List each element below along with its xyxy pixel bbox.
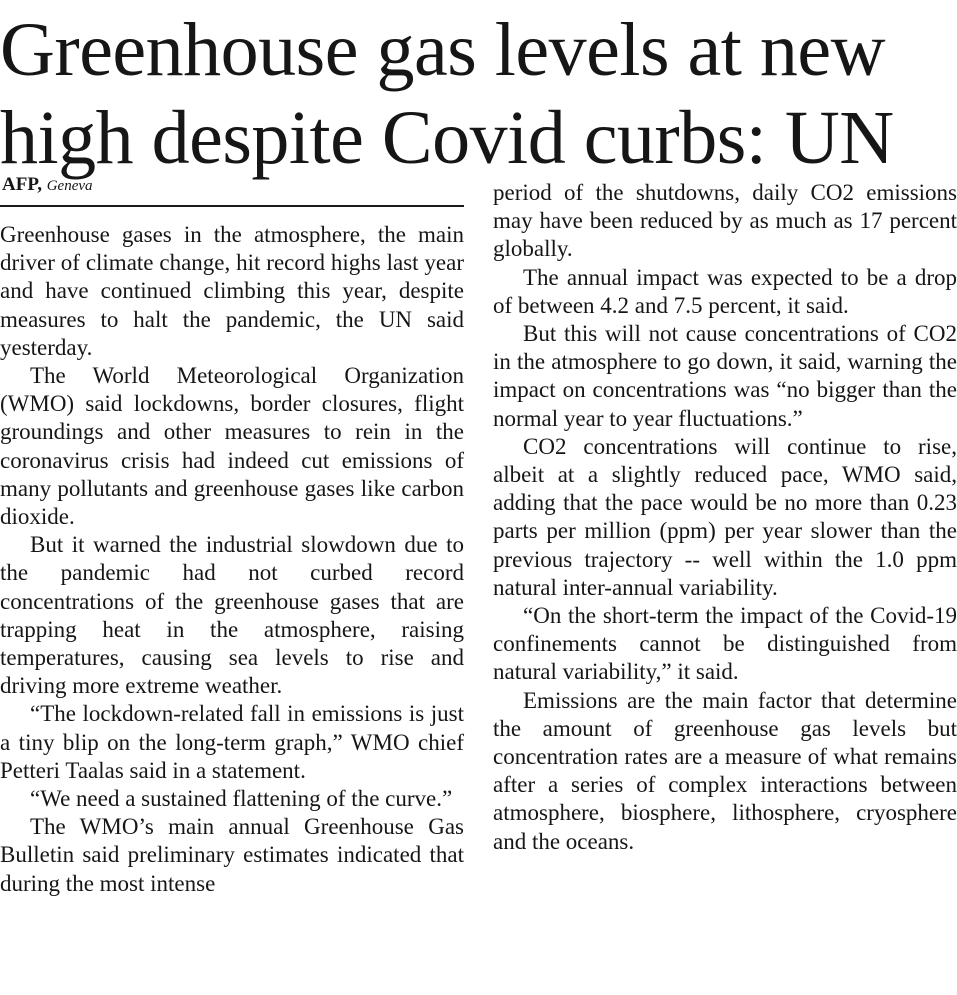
- paragraph: The World Meteorological Organization (WMO) said lockdowns, border closures, flight groundings and other measures to rein in the coronavirus crisis had indeed cut emissions of many pollutants and greenhouse gases like carbon dioxide.: [0, 363, 464, 530]
- paragraph: But this will not cause concentrations of CO2 in the atmosphere to go down, it said, warning the impact on concentrations was “no bigger than the normal year to year fluctuations.”: [493, 321, 957, 431]
- paragraph: The WMO’s main annual Greenhouse Gas Bulletin said preliminary estimates indicated that during the most intense: [0, 814, 464, 896]
- paragraph: period of the shutdowns, daily CO2 emissions may have been reduced by as much as 17 percent globally.: [493, 180, 957, 262]
- byline: [2, 174, 93, 197]
- paragraph: “On the short-term the impact of the Covid-19 confinements cannot be distinguished from natural variability,” it said.: [493, 603, 957, 685]
- paragraph: CO2 concentrations will continue to rise, albeit at a slightly reduced pace, WMO said, adding that the pace would be no more than 0.23 parts per million (ppm) per year slower than the previous trajectory -- well within the 1.0 ppm natural inter-annual variability.: [493, 433, 957, 600]
- paragraph: The annual impact was expected to be a drop of between 4.2 and 7.5 percent, it said.: [493, 264, 957, 318]
- byline-rule: [0, 205, 464, 207]
- article-column-right: [493, 179, 957, 856]
- paragraph: But it warned the industrial slowdown due to the pandemic had not curbed record concentrations of the greenhouse gases that are trapping heat in the atmosphere, raising temperatures, causing sea levels to rise and driving more extreme weather.: [0, 532, 464, 699]
- paragraph: Emissions are the main factor that determine the amount of greenhouse gas levels but concentration rates are a measure of what remains after a series of complex interactions between atmosphere, biosphere, lithosphere, cryosphere and the oceans.: [493, 687, 957, 854]
- byline-agency: AFP,: [2, 174, 42, 195]
- article-column-left: [0, 221, 464, 898]
- paragraph: “The lockdown-related fall in emissions is just a tiny blip on the long-term graph,” WMO chief Petteri Taalas said in a statement.: [0, 701, 464, 783]
- paragraph: Greenhouse gases in the atmosphere, the main driver of climate change, hit record highs last year and have continued climbing this year, despite measures to halt the pandemic, the UN said yesterday.: [0, 222, 464, 360]
- paragraph: “We need a sustained flattening of the curve.”: [30, 786, 453, 812]
- headline: Greenhouse gas levels at new high despite Covid curbs: UN: [0, 8, 894, 180]
- byline-location: Geneva: [46, 178, 93, 194]
